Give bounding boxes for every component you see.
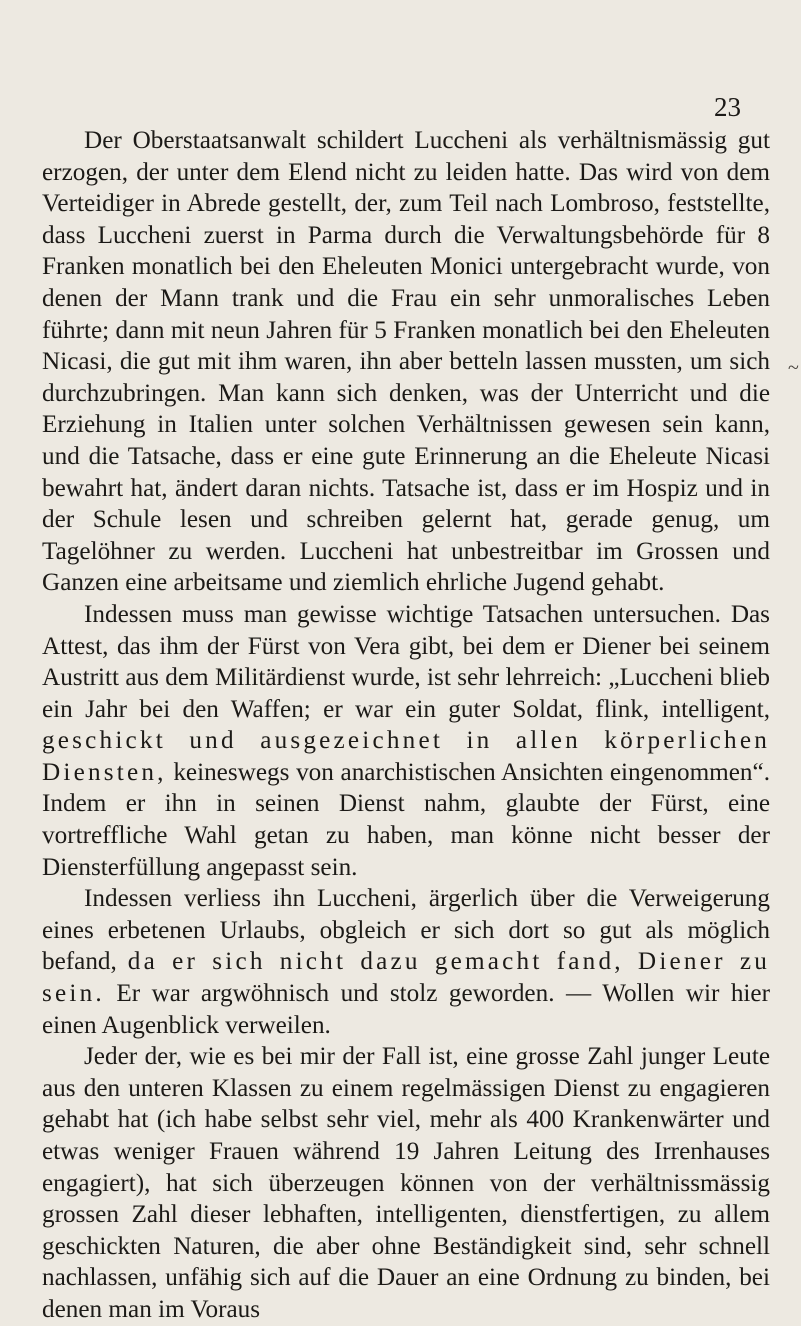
paragraph-4 (42, 1041, 770, 1325)
paragraph-3-spaced-text: da er sich nicht dazu gemacht fand, Diener zu sein. (42, 948, 770, 1008)
paragraph-3 (42, 883, 770, 1041)
paragraph-1-text: Der Oberstaatsanwalt schildert Luccheni als verhältnismässig gut erzogen, der unter dem Elend nicht zu leiden hatte. Das wird von dem Verteidiger in Abrede gestellt, der, zum Teil nach Lombroso, feststellte, dass Luccheni zuerst in Parma durch die Verwaltungsbehörde für 8 Franken monatlich bei den Eheleuten Monici untergebracht wurde, von denen der Mann trank und die Frau ein sehr unmoralisches Leben führte; dann mit neun Jahren für 5 Franken monatlich bei den Eheleuten Nicasi, die gut mit ihm waren, ihn aber betteln lassen mussten, um sich durchzubringen. Man kann sich denken, was der Unterricht und die Erziehung in Italien unter solchen Verhältnissen gewesen sein kann, und die Tatsache, dass er eine gute Erinnerung an die Eheleute Nicasi bewahrt hat, ändert daran nichts. Tatsache ist, dass er im Hospiz und in der Schule lesen und schreiben gelernt hat, gerade genug, um Tagelöhner zu werden. Luccheni hat unbestreitbar im Grossen und Ganzen eine arbeitsame und ziemlich ehrliche Jugend gehabt. (42, 127, 770, 597)
paragraph-2-text-start: Indessen muss man gewisse wichtige Tatsachen untersuchen. Das Attest, das ihm der Fürst von Vera gibt, bei dem er Diener bei seinem Austritt aus dem Militärdienst wurde, ist sehr lehrreich: „Luccheni blieb ein Jahr bei den Waffen; er war ein guter Soldat, flink, intelligent, (42, 600, 770, 723)
page-number: 23 (714, 92, 741, 122)
paragraph-1 (42, 125, 770, 599)
paragraph-2-text-end: keineswegs von anarchistischen Ansichten eingenommen“. Indem er ihn in seinen Dienst nahm, glaubte der Fürst, eine vortreffliche Wahl getan zu haben, man könne nicht besser der Diensterfüllung angepasst sein. (42, 758, 771, 881)
paragraph-3-text-end: Er war argwöhnisch und stolz geworden. — Wollen wir hier einen Augenblick verweilen. (42, 980, 770, 1039)
paragraph-4-text: Jeder der, wie es bei mir der Fall ist, eine grosse Zahl junger Leute aus den unteren Klassen zu einem regelmässigen Dienst zu engagieren gehabt hat (ich habe selbst sehr viel, mehr als 400 Krankenwärter und etwas weniger Frauen während 19 Jahren Leitung des Irrenhauses engagiert), hat sich überzeugen können von der verhältnissmässig grossen Zahl dieser lebhaften, intelligenten, dienstfertigen, zu allem geschickten Naturen, die aber ohne Beständigkeit sind, sehr schnell nachlassen, unfähig sich auf die Dauer an eine Ordnung zu binden, bei denen man im Voraus (42, 1043, 770, 1323)
paragraph-3-text-start: Indessen verliess ihn Luccheni, ärgerlich über die Verweigerung eines erbetenen Urlaubs, obgleich er sich dort so gut als möglich befand, (42, 885, 770, 976)
body-text (42, 125, 770, 1326)
margin-mark: ~ (788, 357, 799, 379)
paragraph-2-spaced-text: geschickt und ausgezeichnet in allen körperlichen Diensten, (42, 727, 770, 786)
paragraph-2 (42, 599, 770, 883)
